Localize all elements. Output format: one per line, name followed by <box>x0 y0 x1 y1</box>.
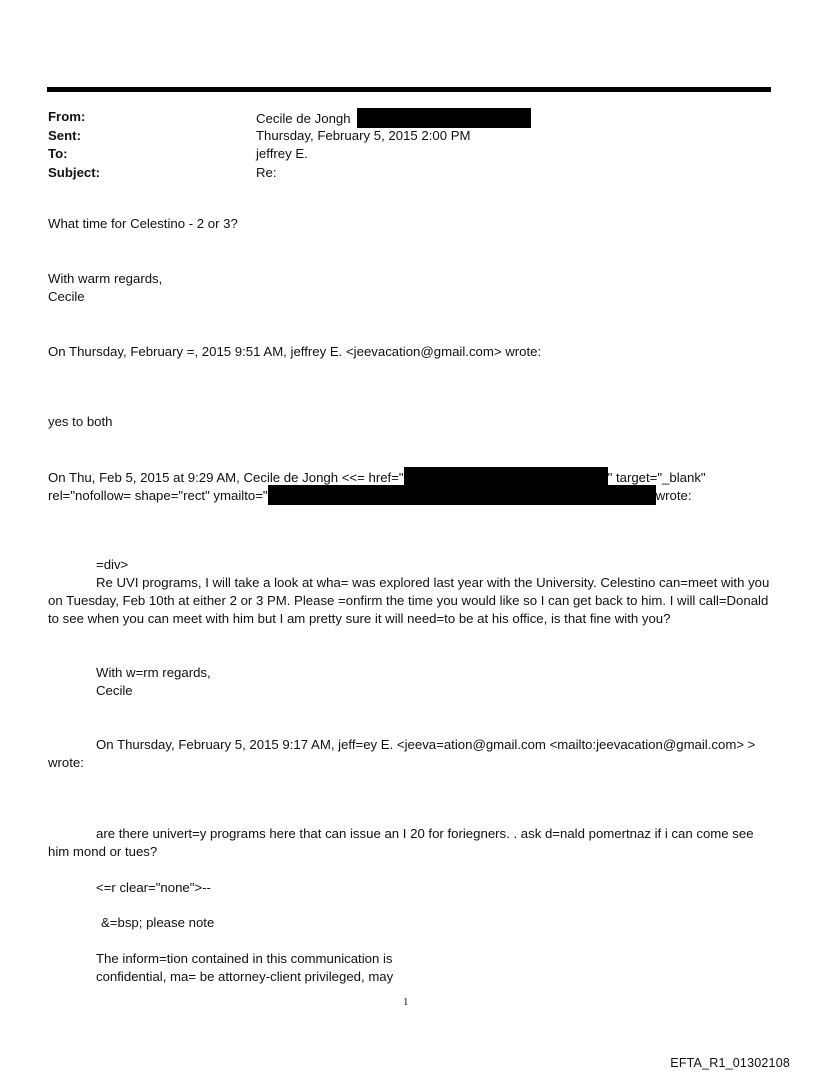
sender-name: Cecile de Jongh <box>256 111 351 126</box>
subject-label: Subject: <box>48 164 101 180</box>
header-rule <box>47 87 771 92</box>
quote-header-part: " target="_blank" <box>607 470 706 485</box>
body-line: What time for Celestino - 2 or 3? <box>48 216 238 231</box>
redaction-box <box>404 467 608 487</box>
div-tag-text: =div> <box>96 557 129 572</box>
sent-label: Sent: <box>48 127 81 143</box>
signature: Cecile <box>48 289 85 304</box>
paragraph: Re UVI programs, I will take a look at wha= was explored last year with the University. Celestino can=meet with you on Tuesday, Feb 10th at either 2 or 3 PM. Please =onfirm the time you would like so I can get back to him. I will call=Donald to see when you can meet with him but I am pretty sure it will need=to be at his office, is that fine with you? <box>48 575 770 626</box>
quote-header-line-1 <box>48 467 706 487</box>
br-tag-text: <=r clear="none">-- <box>96 880 211 895</box>
to-label: To: <box>48 146 68 161</box>
quote-header-part: rel="nofollow= shape="rect" ymailto=" <box>48 488 268 503</box>
page-number: 1 <box>403 996 409 1008</box>
closing-regards: With warm regards, <box>48 271 163 286</box>
closing-regards: With w=rm regards, <box>96 665 211 680</box>
subject-value: Re: <box>256 164 277 180</box>
redaction-box <box>357 108 531 128</box>
sent-value: Thursday, February 5, 2015 2:00 PM <box>256 127 471 143</box>
document-id: EFTA_R1_01302108 <box>670 1056 790 1070</box>
paragraph: are there univert=y programs here that can issue an I 20 for foriegners. . ask d=nald pomertnaz if i can come see him mond or tues? <box>48 826 754 859</box>
redaction-box <box>268 485 656 505</box>
quote-header-part: On Thu, Feb 5, 2015 at 9:29 AM, Cecile de Jongh <<= href=" <box>48 470 404 485</box>
quote-header: On Thursday, February =, 2015 9:51 AM, jeffrey E. <jeevacation@gmail.com> wrote: <box>48 344 542 359</box>
signature: Cecile <box>96 683 133 698</box>
quote-header: On Thursday, February 5, 2015 9:17 AM, jeff=ey E. <jeeva=ation@gmail.com <mailto:jeevacation@gmail.com> > wrote: <box>48 737 756 770</box>
confidentiality-line: The inform=tion contained in this communication is <box>96 951 393 966</box>
confidentiality-line: confidential, ma= be attorney-client privileged, may <box>96 969 394 984</box>
quote-header-part: wrote: <box>655 488 692 503</box>
note-line: &=bsp; please note <box>101 915 215 930</box>
to-value: jeffrey E. <box>256 146 308 161</box>
from-label: From: <box>48 109 86 124</box>
quote-header-line-2 <box>48 485 692 505</box>
reply-text: yes to both <box>48 414 113 429</box>
from-value <box>256 108 531 128</box>
